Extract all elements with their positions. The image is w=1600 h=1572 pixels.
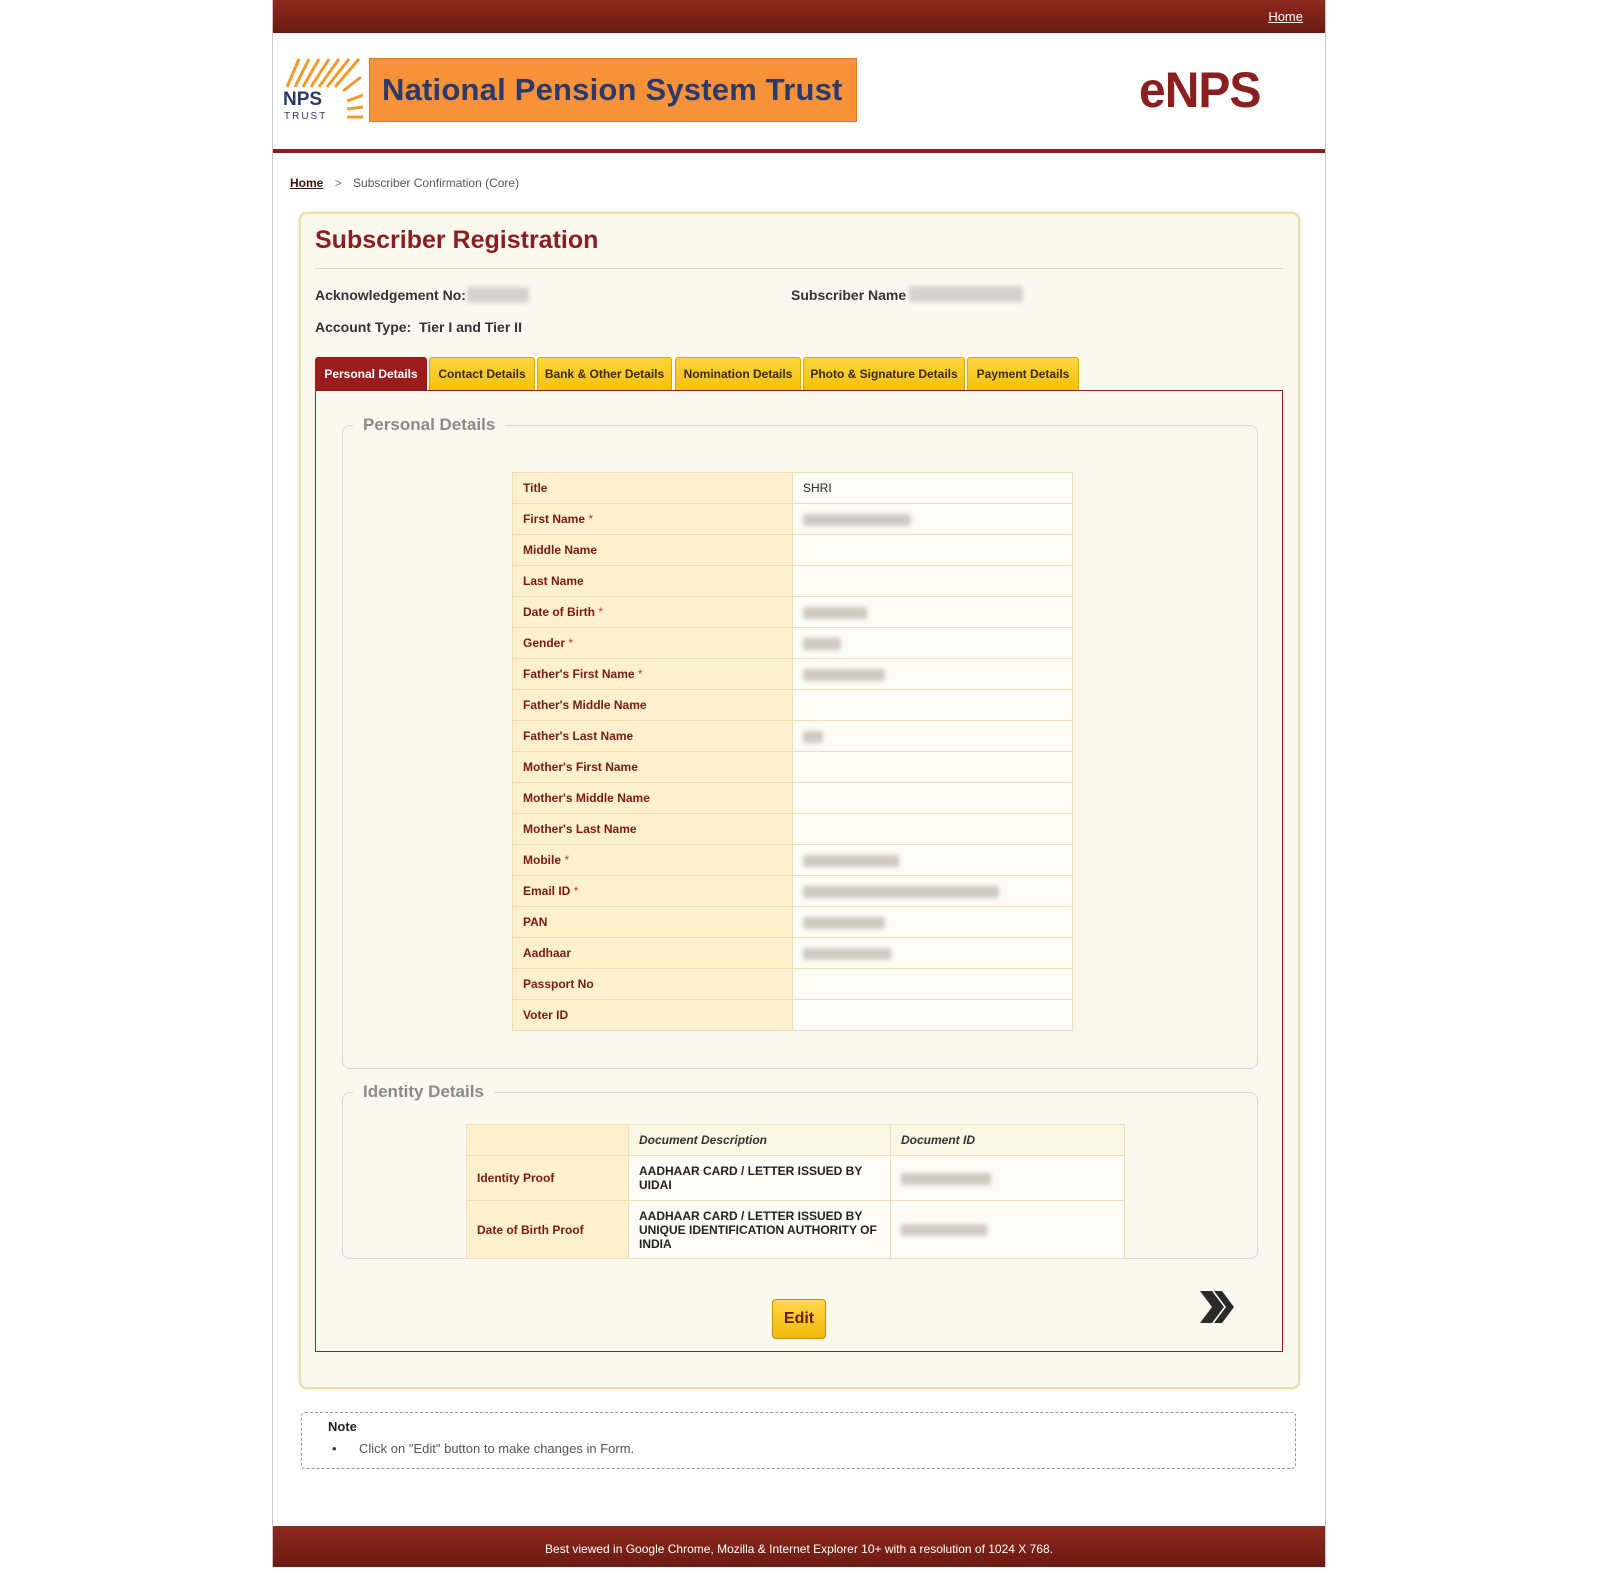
field-label xyxy=(513,628,793,659)
field-label-text: First Name xyxy=(523,512,586,526)
table-row xyxy=(513,628,1073,659)
field-value xyxy=(793,473,1073,504)
table-row xyxy=(467,1156,1125,1201)
field-label-text: Email ID xyxy=(523,884,571,898)
required-asterisk: * xyxy=(561,853,570,867)
field-value xyxy=(793,783,1073,814)
field-label-text: Mother's First Name xyxy=(523,760,638,774)
field-value xyxy=(793,690,1073,721)
dob-proof-description: AADHAAR CARD / LETTER ISSUED BY UNIQUE IDENTIFICATION AUTHORITY OF INDIA xyxy=(629,1201,891,1259)
field-label-text: Aadhaar xyxy=(523,946,572,960)
field-value xyxy=(793,876,1073,907)
required-asterisk: * xyxy=(570,884,579,898)
banner-title: National Pension System Trust xyxy=(382,72,843,107)
field-label-text: Last Name xyxy=(523,574,584,588)
field-value xyxy=(793,938,1073,969)
field-value xyxy=(793,659,1073,690)
redacted-value xyxy=(803,917,885,929)
table-row xyxy=(513,535,1073,566)
field-label xyxy=(513,845,793,876)
field-value xyxy=(793,814,1073,845)
table-row xyxy=(513,814,1073,845)
document-id-header: Document ID xyxy=(891,1125,1125,1156)
tab-personal-details[interactable]: Personal Details xyxy=(315,357,427,390)
redacted-value xyxy=(803,514,911,526)
field-label xyxy=(513,690,793,721)
tab-payment-details[interactable]: Payment Details xyxy=(967,357,1079,390)
required-asterisk: * xyxy=(585,512,594,526)
nps-trust-logo xyxy=(283,57,363,121)
field-label xyxy=(513,876,793,907)
field-value xyxy=(793,721,1073,752)
field-label xyxy=(513,907,793,938)
tab-nomination-details[interactable]: Nomination Details xyxy=(675,357,801,390)
field-label-text: Voter ID xyxy=(523,1008,569,1022)
redacted-value xyxy=(803,669,885,681)
table-row xyxy=(513,473,1073,504)
required-asterisk: * xyxy=(634,667,643,681)
edit-button[interactable]: Edit xyxy=(772,1299,826,1339)
subscriber-name-label: Subscriber Name xyxy=(791,287,907,303)
table-row xyxy=(513,783,1073,814)
field-label-text: Mother's Middle Name xyxy=(523,791,650,805)
field-label-text: Mobile xyxy=(523,853,561,867)
tab-photo-signature-details[interactable]: Photo & Signature Details xyxy=(803,357,965,390)
required-asterisk: * xyxy=(595,605,604,619)
top-home-link[interactable]: Home xyxy=(1268,9,1303,24)
tab-panel xyxy=(315,390,1283,1352)
field-label xyxy=(513,938,793,969)
double-chevron-right-icon[interactable] xyxy=(1196,1287,1236,1327)
field-value xyxy=(793,566,1073,597)
dob-proof-label: Date of Birth Proof xyxy=(467,1201,629,1259)
field-label-text: Title xyxy=(523,481,548,495)
note-title: Note xyxy=(328,1419,357,1434)
tab-contact-details[interactable]: Contact Details xyxy=(429,357,535,390)
identity-details-legend: Identity Details xyxy=(363,1082,484,1101)
field-label xyxy=(513,535,793,566)
field-value-text: SHRI xyxy=(803,481,832,495)
personal-details-legend: Personal Details xyxy=(363,415,496,434)
table-row xyxy=(513,504,1073,535)
field-value xyxy=(793,535,1073,566)
identity-header-row xyxy=(467,1125,1125,1156)
footer xyxy=(273,1526,1325,1567)
breadcrumb xyxy=(290,176,519,190)
field-label-text: Date of Birth xyxy=(523,605,595,619)
account-type-label: Account Type: xyxy=(315,319,412,335)
field-label-text: PAN xyxy=(523,915,548,929)
dob-proof-id-redacted xyxy=(891,1201,1125,1259)
breadcrumb-separator: > xyxy=(334,176,342,190)
identity-details-table xyxy=(466,1124,1125,1259)
logo-trust-text: TRUST xyxy=(284,111,328,121)
field-label-text: Mother's Last Name xyxy=(523,822,637,836)
field-value xyxy=(793,907,1073,938)
table-row xyxy=(513,1000,1073,1031)
field-label xyxy=(513,969,793,1000)
page-container xyxy=(272,0,1326,1567)
field-label xyxy=(513,597,793,628)
field-value xyxy=(793,752,1073,783)
field-label xyxy=(513,783,793,814)
table-row xyxy=(513,876,1073,907)
site-header xyxy=(273,33,1325,153)
field-label-text: Father's Middle Name xyxy=(523,698,647,712)
table-row xyxy=(513,659,1073,690)
top-bar xyxy=(273,0,1325,33)
table-row xyxy=(513,752,1073,783)
identity-proof-label: Identity Proof xyxy=(467,1156,629,1201)
table-row xyxy=(513,690,1073,721)
identity-proof-description: AADHAAR CARD / LETTER ISSUED BY UIDAI xyxy=(629,1156,891,1201)
footer-text: Best viewed in Google Chrome, Mozilla & Internet Explorer 10+ with a resolution of 1024 X 768. xyxy=(545,1542,1053,1556)
breadcrumb-current: Subscriber Confirmation (Core) xyxy=(353,176,520,190)
required-asterisk: * xyxy=(565,636,574,650)
field-value xyxy=(793,504,1073,535)
logo-nps-text: NPS xyxy=(283,89,323,110)
field-label-text: Passport No xyxy=(523,977,594,991)
note-box xyxy=(301,1412,1296,1469)
field-value xyxy=(793,628,1073,659)
subscriber-name-redacted xyxy=(909,286,1023,302)
registration-card xyxy=(299,212,1300,1389)
field-label xyxy=(513,721,793,752)
field-label xyxy=(513,566,793,597)
table-row xyxy=(467,1201,1125,1259)
field-value xyxy=(793,597,1073,628)
ack-value-redacted xyxy=(467,287,529,303)
note-text: Click on "Edit" button to make changes in Form. xyxy=(359,1441,635,1456)
field-label xyxy=(513,504,793,535)
table-row xyxy=(513,969,1073,1000)
field-label xyxy=(513,659,793,690)
identity-header-empty xyxy=(467,1125,629,1156)
banner xyxy=(369,58,857,122)
redacted-value xyxy=(803,607,867,619)
table-row xyxy=(513,721,1073,752)
redacted-value xyxy=(803,731,823,743)
table-row xyxy=(513,597,1073,628)
page-title: Subscriber Registration xyxy=(315,226,599,254)
note-bullet xyxy=(332,1441,634,1456)
field-label xyxy=(513,473,793,504)
title-divider xyxy=(315,268,1283,269)
account-type-value: Tier I and Tier II xyxy=(419,319,522,335)
table-row xyxy=(513,566,1073,597)
field-label-text: Middle Name xyxy=(523,543,598,557)
field-label-text: Father's First Name xyxy=(523,667,635,681)
enps-brand: eNPS xyxy=(1139,62,1261,119)
tab-bank-other-details[interactable]: Bank & Other Details xyxy=(537,357,672,390)
document-description-header: Document Description xyxy=(629,1125,891,1156)
identity-proof-id-redacted xyxy=(891,1156,1125,1201)
field-label-text: Gender xyxy=(523,636,566,650)
table-row xyxy=(513,907,1073,938)
table-row xyxy=(513,845,1073,876)
redacted-value xyxy=(803,948,891,960)
breadcrumb-home-link[interactable]: Home xyxy=(290,176,324,190)
field-label-text: Father's Last Name xyxy=(523,729,634,743)
field-value xyxy=(793,845,1073,876)
redacted-value xyxy=(803,638,841,650)
field-label xyxy=(513,814,793,845)
table-row xyxy=(513,938,1073,969)
redacted-value xyxy=(803,855,899,867)
field-value xyxy=(793,1000,1073,1031)
personal-details-table xyxy=(512,472,1073,1031)
field-label xyxy=(513,1000,793,1031)
redacted-value xyxy=(803,886,999,898)
ack-label: Acknowledgement No: xyxy=(315,287,466,303)
field-value xyxy=(793,969,1073,1000)
field-label xyxy=(513,752,793,783)
